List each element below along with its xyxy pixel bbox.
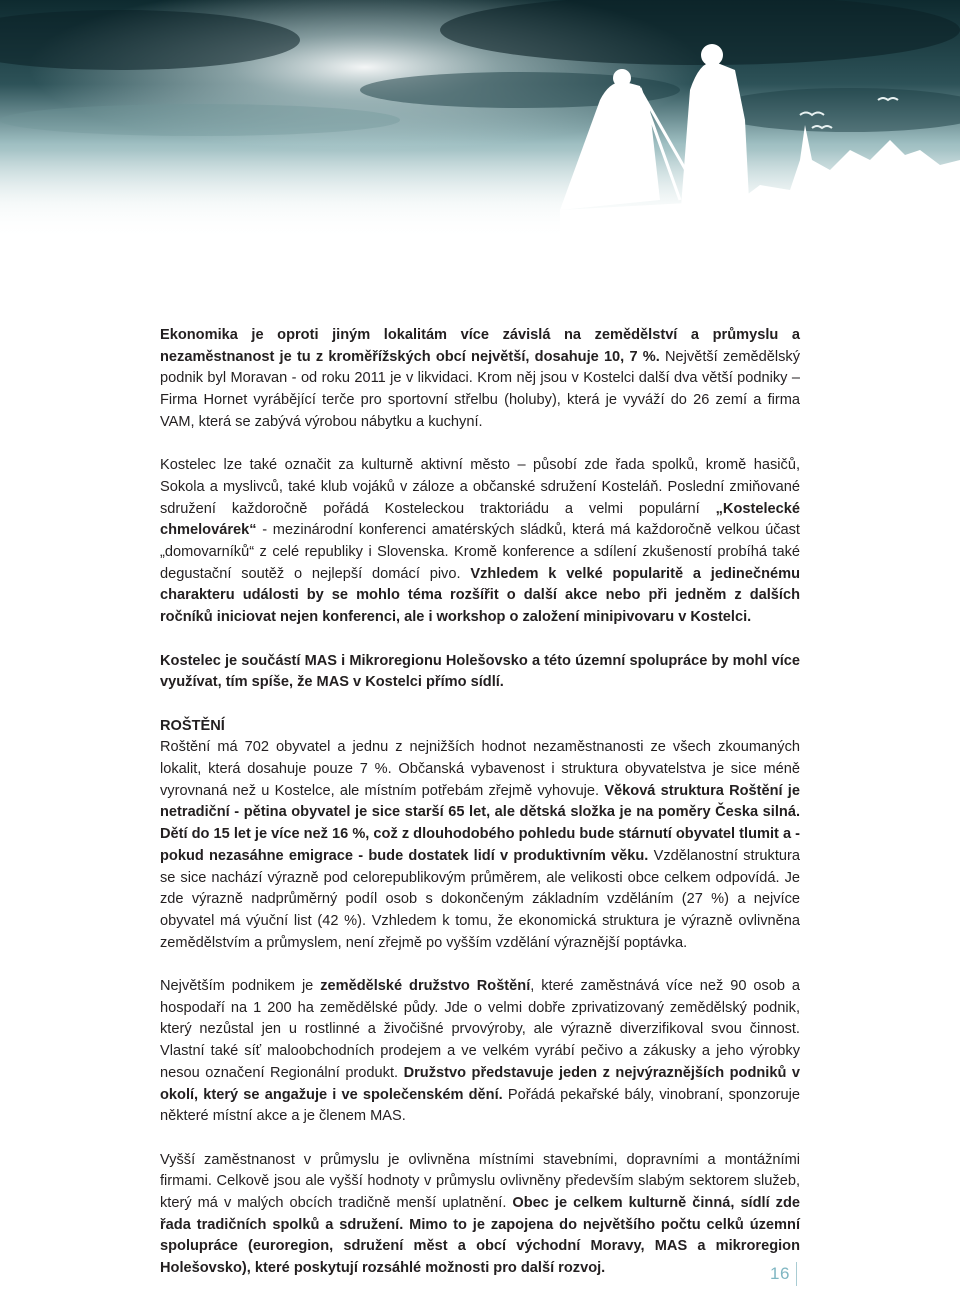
bold-run: „Kostelecké chmelovárek“ (160, 500, 800, 539)
bold-run: Vzhledem k velké popularitě a jedinečnému charakteru události by se mohlo téma rozšířit o další akce nebo při jedněm z dalších ročníků iniciovat nejen konferenci, ale i workshop o založení minipivovaru v Kostelci. (160, 565, 800, 626)
bold-run: Ekonomika je oproti jiným lokalitám více závislá na zemědělství a průmyslu a nezaměstnanost je tu z kroměřížských obcí největší, dosahuje 10, 7 %. (160, 327, 800, 365)
text-run: Vzdělanostní struktura se sice nachází výrazně pod celorepublikovým průměrem, ale velikosti obce celkem odpovídá. Je zde výrazně nadprůměrný podíl osob s dokončeným základním vzděláním (27 %) a nejvíce obyvatel má výuční list (42 %). Vzhledem k tomu, že ekonomická struktura je výrazně ovlivněna zemědělstvím a průmyslem, není zřejmě po vyšším vzdělání výraznější poptávka. (160, 847, 800, 951)
header-photo (0, 0, 960, 240)
paragraph-economy (160, 325, 800, 434)
text-run: Vyšší zaměstnanost v průmyslu je ovlivněna místními stavebními, dopravními a montážními firmami. Celkově jsou ale vyšší hodnoty v průmyslu ovlivněny především slabým sektorem služeb, který má v malých obcích tradičně menší uplatnění. (160, 1151, 800, 1212)
bold-run: Kostelec je součástí MAS i Mikroregionu Holešovsko a této územní spolupráce by mohl více využívat, tím spíše, že MAS v Kostelci přímo sídlí. (160, 652, 800, 691)
text-run: Největším podnikem je (160, 978, 321, 995)
text-run: Roštění má 702 obyvatel a jednu z nejnižších hodnot nezaměstnanosti ze všech zkoumaných lokalit, která dosahuje pouze 7 %. Občanská vybavenost i struktura obyvatelstva je sice méně vyrovnaná než u Kostelce, ale místním potřebám zřejmě vyhovuje. (160, 739, 800, 799)
sky-silhouette-image (0, 0, 960, 240)
bold-run: zemědělské družstvo Roštění (320, 978, 531, 995)
text-run: Největší zemědělský podnik byl Moravan - od roku 2011 je v likvidaci. Krom něj jsou v Kostelci další dva větší podniky – Firma Hornet vyrábějící terče pro sportovní střelbu (holuby), která je vyváží do 26 zemí a firma VAM, která se zabývá výrobou nábytku a kuchyní. (160, 348, 801, 430)
page-number: 16 (770, 1264, 790, 1283)
article-body (160, 325, 800, 1302)
section-heading: ROŠTĚNÍ (160, 717, 225, 734)
text-run: Kostelec lze také označit za kulturně aktivní město – působí zde řada spolků, kromě hasičů, Sokola a myslivců, také klub vojáků v záloze a občanské sdružení Kosteláň. Poslední zmiňované sdružení každoročně pořádá Kosteleckou traktoriádu a velmi populární (160, 457, 800, 517)
paragraph-culture-kostelec (160, 455, 800, 629)
text-run: - mezinárodní konferenci amatérských sládků, která má každoročně velkou účast „domovarníků“ z celé republiky i Slovenska. Kromě konference a sdílení zkušeností probíhá také degustační soutěž o nejlepší domácí pivo. (160, 522, 800, 582)
text-run: , které zaměstnává více než 90 osob a hospodaří na 1 200 ha zemědělské půdy. Jde o velmi dobře zprivatizovaný zemědělský podnik, který nezůstal jen u rostlinné a živočišné prvovýroby, ale výrazně diverzifikoval svou činnost. Vlastní také síť maloobchodních prodejem a ve velkém vyrábí pečivo a zákusky a jeho výrobky nesou označení Regionální produkt. (160, 978, 800, 1081)
bold-run: Obec je celkem kulturně činná, sídlí zde řada tradičních spolků a sdružení. Mimo to je zapojena do největšího počtu celků územní spolupráce (euroregion, sdružení měst a obcí východní Moravy, MAS a mikroregion Holešovsko), které poskytují rozsáhlé možnosti pro další rozvoj. (160, 1195, 800, 1277)
paragraph-rosteni-industry (160, 1150, 800, 1280)
paragraph-rosteni-enterprise (160, 976, 800, 1128)
section-rosteni (160, 716, 800, 955)
page-number-divider (796, 1262, 797, 1286)
bold-run: Družstvo představuje jeden z nejvýraznějších podniků v okolí, který se angažuje i ve společenském dění. (160, 1064, 801, 1103)
paragraph-mas-cooperation (160, 651, 800, 694)
paragraph-rosteni-demography (160, 739, 800, 950)
text-run: Pořádá pekařské bály, vinobraní, sponzoruje některé místní akce a je členem MAS. (160, 1086, 800, 1125)
bold-run: Věková struktura Roštění je netradiční - pětina obyvatel je sice starší 65 let, ale dětská složka je na poměry Česka silná. Dětí do 15 let je více než 16 %, což z dlouhodobého pohledu bude stárnutí obyvatel tlumit a - pokud nezasáhne emigrace - bude dostatek lidí v produktivním věku. (160, 782, 800, 864)
